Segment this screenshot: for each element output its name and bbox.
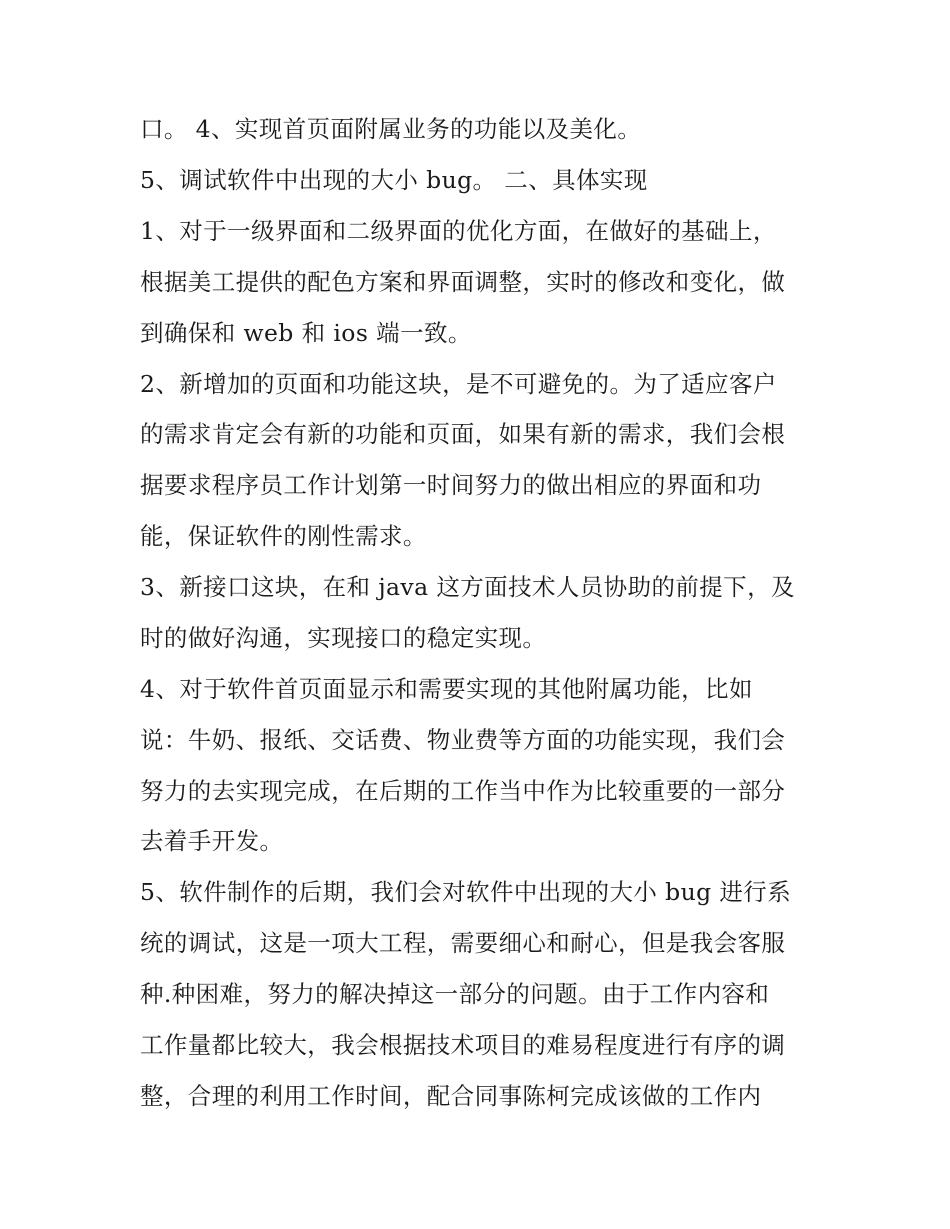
- text-line: 到确保和 web 和 ios 端一致。: [140, 319, 472, 347]
- text-line: 能，保证软件的刚性需求。: [140, 522, 427, 550]
- text-line: 1、对于一级界面和二级界面的优化方面，在做好的基础上，: [140, 217, 777, 245]
- text-line: 5、软件制作的后期，我们会对软件中出现的大小 bug 进行系: [140, 878, 792, 906]
- text-line: 根据美工提供的配色方案和界面调整，实时的修改和变化，做: [140, 268, 786, 296]
- text-line: 口。 4、实现首页面附属业务的功能以及美化。: [140, 115, 642, 143]
- text-line: 2、新增加的页面和功能这块，是不可避免的。为了适应客户: [140, 370, 777, 398]
- text-line: 时的做好沟通，实现接口的稳定实现。: [140, 624, 547, 652]
- text-line: 工作量都比较大，我会根据技术项目的难易程度进行有序的调: [140, 1031, 786, 1059]
- text-line: 努力的去实现完成，在后期的工作当中作为比较重要的一部分: [140, 777, 786, 805]
- text-line: 5、调试软件中出现的大小 bug。 二、具体实现: [140, 166, 648, 194]
- text-line: 4、对于软件首页面显示和需要实现的其他附属功能，比如: [140, 675, 753, 703]
- text-line: 据要求程序员工作计划第一时间努力的做出相应的界面和功: [140, 471, 762, 499]
- text-line: 整，合理的利用工作时间，配合同事陈柯完成该做的工作内: [140, 1082, 762, 1110]
- text-line: 种.种困难，努力的解决掉这一部分的问题。由于工作内容和: [140, 980, 770, 1008]
- text-line: 3、新接口这块，在和 java 这方面技术人员协助的前提下，及: [140, 573, 795, 601]
- text-line: 统的调试，这是一项大工程，需要细心和耐心，但是我会客服: [140, 929, 786, 957]
- text-line: 的需求肯定会有新的功能和页面，如果有新的需求，我们会根: [140, 420, 786, 448]
- text-line: 去着手开发。: [140, 827, 284, 855]
- text-line: 说：牛奶、报纸、交话费、物业费等方面的功能实现，我们会: [140, 726, 786, 754]
